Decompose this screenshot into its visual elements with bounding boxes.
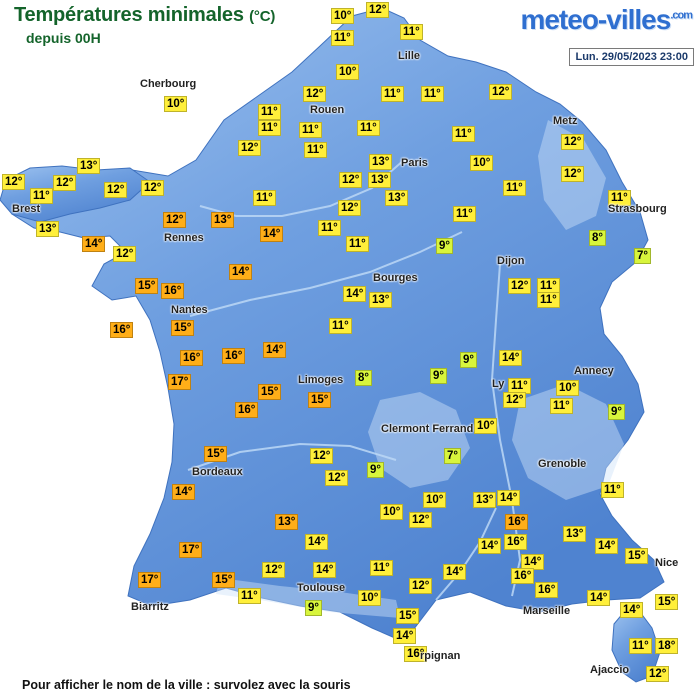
temperature-chip[interactable]: 11° (452, 126, 475, 142)
temperature-chip[interactable]: 10° (331, 8, 354, 24)
temperature-chip[interactable]: 11° (381, 86, 404, 102)
temperature-chip[interactable]: 15° (135, 278, 158, 294)
temperature-chip[interactable]: 11° (299, 122, 322, 138)
temperature-chip[interactable]: 10° (474, 418, 497, 434)
temperature-chip[interactable]: 17° (168, 374, 191, 390)
temperature-chip[interactable]: 13° (563, 526, 586, 542)
temperature-chip[interactable]: 16° (504, 534, 527, 550)
city-label: Dijon (497, 255, 525, 267)
temperature-chip[interactable]: 15° (258, 384, 281, 400)
temperature-chip[interactable]: 12° (561, 134, 584, 150)
temperature-chip[interactable]: 14° (393, 628, 416, 644)
logo-tld: .com (670, 9, 692, 22)
city-label: Metz (553, 115, 578, 127)
city-label: Brest (12, 203, 41, 215)
temperature-chip[interactable]: 7° (634, 248, 651, 264)
temperature-chip[interactable]: 12° (339, 172, 362, 188)
temperature-chip[interactable]: 17° (179, 542, 202, 558)
city-label: Nantes (171, 304, 208, 316)
temperature-chip[interactable]: 10° (164, 96, 187, 112)
temperature-chip[interactable]: 13° (368, 172, 391, 188)
temperature-chip[interactable]: 11° (550, 398, 573, 414)
temperature-chip[interactable]: 13° (275, 514, 298, 530)
city-label: Strasbourg (608, 203, 667, 215)
temperature-chip[interactable]: 12° (303, 86, 326, 102)
temperature-chip[interactable]: 9° (367, 462, 384, 478)
temperature-chip[interactable]: 16° (222, 348, 245, 364)
temperature-chip[interactable]: 16° (505, 514, 528, 530)
temperature-chip[interactable]: 14° (595, 538, 618, 554)
city-label: Bourges (373, 272, 418, 284)
temperature-chip[interactable]: 12° (508, 278, 531, 294)
temperature-chip[interactable]: 11° (608, 190, 631, 206)
temperature-chip[interactable]: 12° (2, 174, 25, 190)
temperature-chip[interactable]: 12° (409, 578, 432, 594)
city-label: Biarritz (131, 601, 169, 613)
city-label: Clermont Ferrand (381, 423, 474, 435)
temperature-chip[interactable]: 11° (329, 318, 352, 334)
page-subtitle: depuis 00H (26, 30, 101, 46)
temperature-chip[interactable]: 14° (499, 350, 522, 366)
city-label: Bordeaux (192, 466, 243, 478)
temperature-chip[interactable]: 14° (521, 554, 544, 570)
site-logo[interactable] (520, 4, 692, 36)
temperature-chip[interactable]: 16° (180, 350, 203, 366)
temperature-chip[interactable]: 11° (331, 30, 354, 46)
temperature-chip[interactable]: 11° (346, 236, 369, 252)
temperature-chip[interactable]: 16° (161, 283, 184, 299)
temperature-chip[interactable]: 13° (369, 292, 392, 308)
temperature-chip[interactable]: 14° (260, 226, 283, 242)
temperature-chip[interactable]: 11° (258, 104, 281, 120)
temperature-chip[interactable]: 12° (503, 392, 526, 408)
temperature-chip[interactable]: 12° (262, 562, 285, 578)
temperature-chip[interactable]: 10° (556, 380, 579, 396)
temperature-chip[interactable]: 17° (138, 572, 161, 588)
temperature-chip[interactable]: 12° (104, 182, 127, 198)
temperature-chip[interactable]: 11° (357, 120, 380, 136)
temperature-chip[interactable]: 10° (336, 64, 359, 80)
temperature-chip[interactable]: 14° (82, 236, 105, 252)
temperature-chip[interactable]: 12° (489, 84, 512, 100)
temperature-chip[interactable]: 7° (444, 448, 461, 464)
temperature-chip[interactable]: 11° (400, 24, 423, 40)
temperature-chip[interactable]: 10° (380, 504, 403, 520)
city-label: Toulouse (297, 582, 346, 594)
city-label: Marseille (523, 605, 571, 617)
temperature-chip[interactable]: 11° (601, 482, 624, 498)
timestamp-badge: Lun. 29/05/2023 23:00 (569, 48, 694, 66)
city-label: Paris (401, 157, 428, 169)
hover-hint: Pour afficher le nom de la ville : survolez avec la souris (22, 678, 351, 692)
temperature-chip[interactable]: 14° (263, 342, 286, 358)
temperature-chip[interactable]: 12° (310, 448, 333, 464)
temperature-chip[interactable]: 15° (212, 572, 235, 588)
city-label: Grenoble (538, 458, 587, 470)
temperature-chip[interactable]: 11° (30, 188, 53, 204)
city-label: Rennes (164, 232, 204, 244)
temperature-chip[interactable]: 12° (409, 512, 432, 528)
temperature-chip[interactable]: 11° (238, 588, 261, 604)
temperature-chip[interactable]: 14° (587, 590, 610, 606)
temperature-chip[interactable]: 9° (436, 238, 453, 254)
temperature-chip[interactable]: 14° (443, 564, 466, 580)
city-label: Cherbourg (140, 78, 197, 90)
temperature-chip[interactable]: 11° (629, 638, 652, 654)
temperature-chip[interactable]: 12° (338, 200, 361, 216)
temperature-chip[interactable]: 12° (561, 166, 584, 182)
temperature-chip[interactable]: 16° (235, 402, 258, 418)
temperature-chip[interactable]: 14° (313, 562, 336, 578)
temperature-chip[interactable]: 15° (308, 392, 331, 408)
temperature-chip[interactable]: 9° (460, 352, 477, 368)
temperature-chip[interactable]: 14° (343, 286, 366, 302)
temperature-chip[interactable]: 13° (473, 492, 496, 508)
temperature-chip[interactable]: 12° (646, 666, 669, 682)
city-label: Nice (655, 557, 679, 569)
temperature-chip[interactable]: 14° (478, 538, 501, 554)
temperature-chip[interactable]: 15° (396, 608, 419, 624)
city-label: Lille (398, 50, 421, 62)
temperature-chip[interactable]: 11° (318, 220, 341, 236)
temperature-chip[interactable]: 11° (503, 180, 526, 196)
title-text: Températures minimales (14, 4, 244, 26)
temperature-chip[interactable]: 15° (625, 548, 648, 564)
temperature-chip[interactable]: 11° (537, 278, 560, 294)
temperature-chip[interactable]: 10° (470, 155, 493, 171)
temperature-chip[interactable]: 12° (325, 470, 348, 486)
city-label: Limoges (298, 374, 344, 386)
temperature-chip[interactable]: 11° (304, 142, 327, 158)
temperature-chip[interactable]: 11° (370, 560, 393, 576)
temperature-chip[interactable]: 8° (355, 370, 372, 386)
temperature-chip[interactable]: 13° (385, 190, 408, 206)
temperature-chip[interactable]: 16° (110, 322, 133, 338)
temperature-chip[interactable]: 11° (421, 86, 444, 102)
temperature-chip[interactable]: 14° (497, 490, 520, 506)
temperature-chip[interactable]: 9° (608, 404, 625, 420)
temperature-chip[interactable]: 16° (404, 646, 427, 662)
temperature-chip[interactable]: 11° (537, 292, 560, 308)
temperature-chip[interactable]: 14° (305, 534, 328, 550)
temperature-chip[interactable]: 13° (369, 154, 392, 170)
temperature-chip[interactable]: 12° (238, 140, 261, 156)
city-label: Ajaccio (590, 664, 630, 676)
temperature-chip[interactable]: 10° (423, 492, 446, 508)
temperature-chip[interactable]: 9° (305, 600, 322, 616)
temperature-chip[interactable]: 15° (655, 594, 678, 610)
city-label: Ly (492, 378, 505, 390)
city-label: Rouen (310, 104, 345, 116)
temperature-chip[interactable]: 10° (358, 590, 381, 606)
city-label: Annecy (574, 365, 614, 377)
temperature-chip[interactable]: 12° (53, 175, 76, 191)
temperature-chip[interactable]: 11° (453, 206, 476, 222)
temperature-chip[interactable]: 12° (163, 212, 186, 228)
temperature-chip[interactable]: 13° (77, 158, 100, 174)
city-label: rpignan (420, 650, 461, 662)
temperature-chip[interactable]: 15° (171, 320, 194, 336)
temperature-chip[interactable]: 12° (113, 246, 136, 262)
temperature-chip[interactable]: 14° (229, 264, 252, 280)
temperature-chip[interactable]: 11° (253, 190, 276, 206)
temperature-chip[interactable]: 14° (620, 602, 643, 618)
temperature-chip[interactable]: 8° (589, 230, 606, 246)
temperature-chip[interactable]: 12° (141, 180, 164, 196)
temperature-chip[interactable]: 9° (430, 368, 447, 384)
temperature-chip[interactable]: 14° (172, 484, 195, 500)
temperature-chip[interactable]: 18° (655, 638, 678, 654)
temperature-chip[interactable]: 13° (211, 212, 234, 228)
temperature-chip[interactable]: 11° (258, 120, 281, 136)
logo-text: meteo-villes (520, 4, 671, 35)
temperature-chip[interactable]: 12° (366, 2, 389, 18)
temperature-chip[interactable]: 15° (204, 446, 227, 462)
temperature-chip[interactable]: 13° (36, 221, 59, 237)
temperature-chip[interactable]: 16° (511, 568, 534, 584)
temperature-chip[interactable]: 11° (508, 378, 531, 394)
page-title (14, 4, 275, 27)
temperature-chip[interactable]: 16° (535, 582, 558, 598)
title-unit: (°C) (249, 8, 276, 25)
